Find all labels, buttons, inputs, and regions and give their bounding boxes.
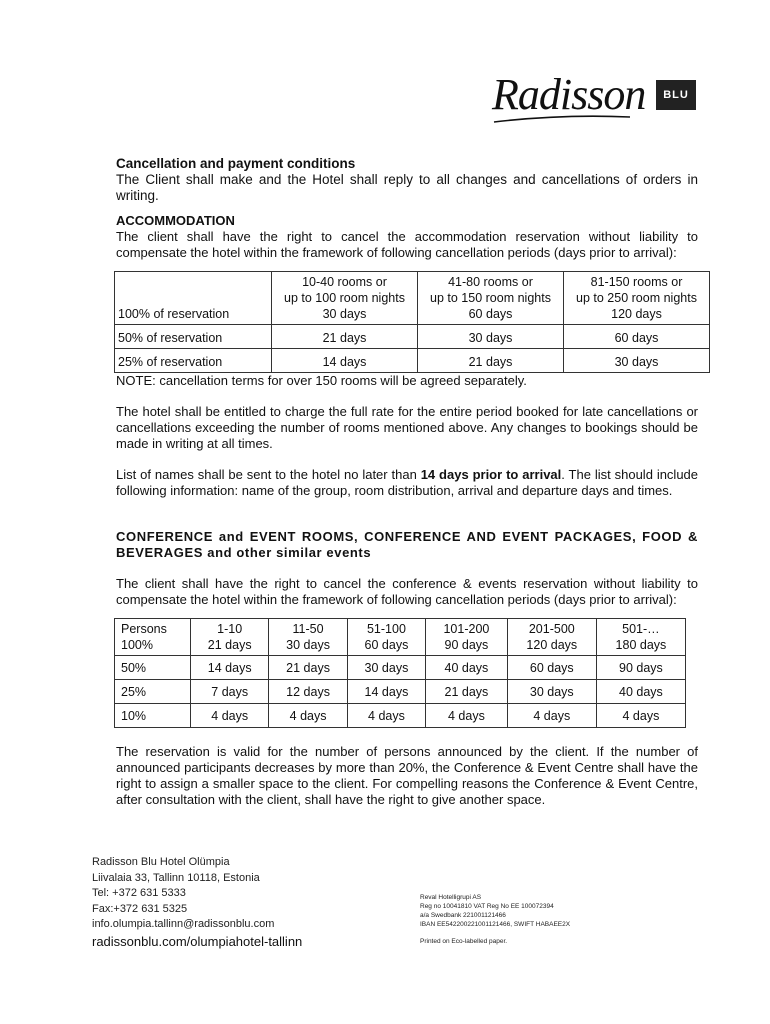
row-label: 25% of reservation [115,349,272,373]
conference-heading-tail: and other similar events [203,545,372,560]
cell-value: 60 days [364,638,409,652]
footer-website: radissonblu.com/olumpiahotel-tallinn [92,934,303,949]
accommodation-table [114,271,710,373]
conference-heading-part: EVENT ROOMS, CONFERENCE AND EVENT PACKAGES, FOOD & BEVERAGES [116,529,698,560]
names-text-before: List of names shall be sent to the hotel no later than [116,467,421,482]
table-cell: 30 days [564,349,710,373]
conference-heading [116,529,698,561]
row-label: 50% of reservation [115,325,272,349]
table-row [115,325,710,349]
table-cell: 90 days [596,656,685,680]
table-cell [347,619,425,656]
table-cell: 21 days [426,680,508,704]
table-cell: 60 days [507,656,596,680]
names-deadline: 14 days prior to arrival [420,467,562,482]
table-cell: 30 days [418,325,564,349]
names-list-text [116,467,698,499]
table-cell [507,619,596,656]
col-header: 201-500 [528,622,575,636]
table-cell: 21 days [269,656,347,680]
col-header: Persons [121,622,167,636]
table-cell: 4 days [507,704,596,728]
table-cell [269,619,347,656]
footer-printed-note: Printed on Eco-labelled paper. [420,938,508,945]
table-cell: 30 days [347,656,425,680]
footer-company: Reval Hotelligrupi AS [420,894,482,901]
intro-text: The Client shall make and the Hotel shall reply to all changes and cancellations of orders in writing. [116,172,698,203]
col-header: 11-50 [292,622,324,636]
table-cell: 4 days [191,704,269,728]
row-label: 10% [115,704,191,728]
cell-value: 30 days [322,307,367,321]
document-body [116,156,698,808]
table-cell [426,619,508,656]
table-cell: 14 days [347,680,425,704]
row-label: 100% [121,638,153,652]
table-cell [272,272,418,325]
table-cell [564,272,710,325]
footer-hotel-name: Radisson Blu Hotel Olümpia [92,856,230,868]
logo-swoosh-icon [492,114,632,124]
table-row [115,656,686,680]
names-text-after: . The list should include following information: name of the group, room distribution, arrival and departure days and times. [116,467,699,498]
footer-address: Liivalaia 33, Tallinn 10118, Estonia [92,871,260,884]
accommodation-heading: ACCOMMODATION [116,213,235,228]
col-header: 101-200 [443,622,490,636]
table-cell: 40 days [426,656,508,680]
table-cell: 40 days [596,680,685,704]
table-cell [191,619,269,656]
table-cell: 12 days [269,680,347,704]
conference-heading-and: and [213,529,250,544]
row-label: 100% of reservation [118,307,230,321]
table-cell: 30 days [507,680,596,704]
table-cell: 4 days [426,704,508,728]
conference-table [114,618,686,728]
table-cell: 7 days [191,680,269,704]
cell-value: 30 days [286,638,330,652]
col-header: 1-10 [217,622,243,636]
accommodation-text: The client shall have the right to cancel the accommodation reservation without liability to compensate the hotel within the framework of following cancellation periods (days prior to arrival): [116,229,698,260]
table-cell: 4 days [596,704,685,728]
footer-email: info.olumpia.tallinn@radissonblu.com [92,918,275,930]
row-label: 50% [115,656,191,680]
radisson-blu-logo [488,70,708,130]
logo-blu-badge: BLU [656,80,696,110]
col-header-line: up to 150 room nights [430,291,551,305]
table-cell [418,272,564,325]
table-cell: 4 days [269,704,347,728]
accommodation-note: NOTE: cancellation terms for over 150 rooms will be agreed separately. [116,373,527,388]
table-row [115,349,710,373]
col-header-line: 81-150 rooms or [590,275,683,289]
footer-tel: Tel: +372 631 5333 [92,887,186,899]
table-cell: 21 days [272,325,418,349]
cell-value: 90 days [444,638,489,652]
col-header-line: 41-80 rooms or [448,275,533,289]
row-label: 25% [115,680,191,704]
cell-value: 120 days [526,638,578,652]
table-cell: 4 days [347,704,425,728]
footer-iban: IBAN EE542200221001121466, SWIFT HABAEE2X [420,921,571,928]
cell-value: 21 days [207,638,252,652]
footer-bank: a/a Swedbank 221001121466 [420,912,506,919]
validity-text: The reservation is valid for the number of persons announced by the client. If the number of announced participants decreases by more than 20%, the Conference & Event Centre shall have the right to assign a smaller space to the client. For compelling reasons the Conference & Event Centre, after consultation with the client, shall have the right to give another space. [116,744,698,807]
table-cell: 21 days [418,349,564,373]
table-row [115,680,686,704]
table-cell: 14 days [272,349,418,373]
logo-wordmark: Radisson [492,70,646,119]
conference-heading-part: CONFERENCE [116,529,214,544]
document-title: Cancellation and payment conditions [116,156,356,171]
table-cell: 60 days [564,325,710,349]
col-header: 51-100 [366,622,406,636]
table-cell [115,272,272,325]
late-cancellation-text: The hotel shall be entitled to charge the full rate for the entire period booked for late cancellations or cancellations exceeding the number of rooms mentioned above. Any changes to bookings should be made in writing at all times. [116,404,698,451]
footer-company-info [420,893,570,929]
table-row [115,704,686,728]
col-header-line: up to 100 room nights [284,291,405,305]
footer-contact [92,855,274,933]
col-header: 501-… [622,622,660,636]
conference-text: The client shall have the right to cancel the conference & events reservation without liability to compensate the hotel within the framework of following cancellation periods (days prior to arrival): [116,576,698,607]
table-cell [596,619,685,656]
col-header-line: 10-40 rooms or [302,275,387,289]
table-cell [115,619,191,656]
cell-value: 120 days [611,307,662,321]
table-cell: 14 days [191,656,269,680]
cell-value: 180 days [615,638,667,652]
table-row [115,619,686,656]
cell-value: 60 days [468,307,513,321]
col-header-line: up to 250 room nights [576,291,697,305]
footer-reg: Reg no 10041810 VAT Reg No EE 100072394 [420,903,554,910]
table-row [115,272,710,325]
footer-fax: Fax:+372 631 5325 [92,902,188,915]
